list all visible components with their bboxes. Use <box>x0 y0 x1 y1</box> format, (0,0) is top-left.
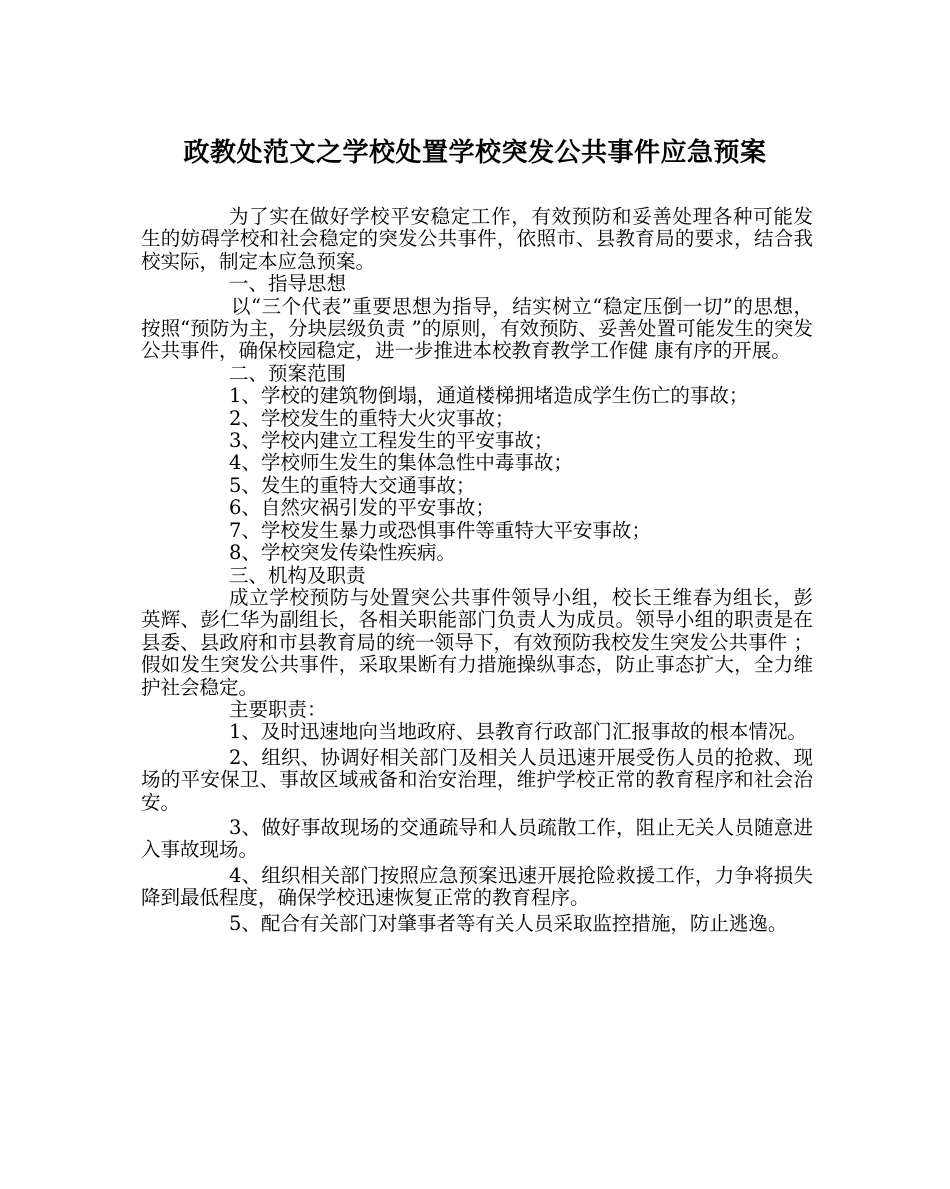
duty-item: 2、组织、协调好相关部门及相关人员迅速开展受伤人员的抢救、现场的平安保卫、事故区域戒备和治安治理，维护学校正常的教育程序和社会治安。 <box>141 745 813 814</box>
duty-item: 3、做好事故现场的交通疏导和人员疏散工作，阻止无关人员随意进入事故现场。 <box>141 815 813 862</box>
list-item: 4、学校师生发生的集体急性中毒事故； <box>229 451 573 475</box>
list-item: 8、学校突发传染性疾病。 <box>229 541 456 565</box>
list-item: 3、学校内建立工程发生的平安事故； <box>229 429 554 453</box>
paragraph: 成立学校预防与处置突公共事件领导小组，校长王维春为组长，彭英辉、彭仁华为副组长，各相关职能部门负责人为成员。领导小组的职责是在县委、县政府和市县教育局的统一领导下，有效预防我校发生突发公共事件 ；假如发生突发公共事件，采取果断有力措施操纵事态，防止事态扩大，全力维护社会稳定。 <box>141 585 813 699</box>
duty-item: 1、及时迅速地向当地政府、县教育行政部门汇报事故的根本情况。 <box>229 720 807 744</box>
section-heading: 三、机构及职责 <box>229 563 366 587</box>
duty-item: 4、组织相关部门按照应急预案迅速开展抢险救援工作，力争将损失降到最低程度，确保学校迅速恢复正常的教育程序。 <box>141 863 813 910</box>
list-item: 1、学校的建筑物倒塌，通道楼梯拥堵造成学生伤亡的事故； <box>229 384 749 408</box>
list-item: 7、学校发生暴力或恐惧事件等重特大平安事故； <box>229 518 651 542</box>
intro-paragraph: 为了实在做好学校平安稳定工作，有效预防和妥善处理各种可能发生的妨碍学校和社会稳定的突发公共事件，依照市、县教育局的要求，结合我校实际，制定本应急预案。 <box>141 205 813 273</box>
duty-item: 5、配合有关部门对肇事者等有关人员采取监控措施，防止逃逸。 <box>229 911 788 935</box>
document-title: 政教处范文之学校处置学校突发公共事件应急预案 <box>183 138 767 168</box>
subheading: 主要职责： <box>229 697 327 721</box>
document-body <box>141 206 813 935</box>
list-item: 6、自然灾祸引发的平安事故； <box>229 496 495 520</box>
section-heading: 一、指导思想 <box>229 272 347 296</box>
list-item: 5、发生的重特大交通事故； <box>229 473 476 497</box>
paragraph: 以“三个代表”重要思想为指导，结实树立“稳定压倒一切”的思想，按照“预防为主，分块层级负责 ”的原则，有效预防、妥善处置可能发生的突发公共事件，确保校园稳定，进一步推进本校教育教学工作健 康有序的开展。 <box>141 294 813 363</box>
list-item: 2、学校发生的重特大火灾事故； <box>229 406 515 430</box>
section-heading: 二、预案范围 <box>229 361 347 385</box>
